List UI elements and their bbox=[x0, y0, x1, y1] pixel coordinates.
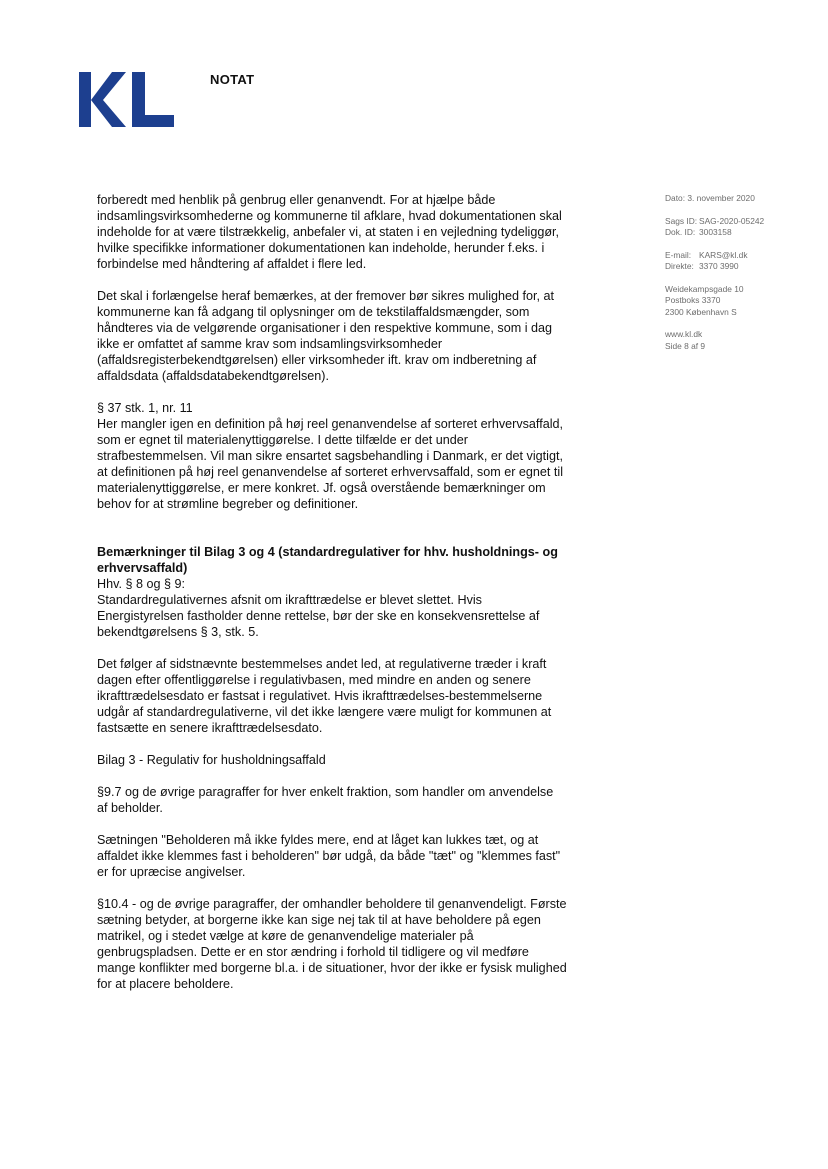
meta-address-line-3: 2300 København S bbox=[665, 306, 737, 317]
paragraph-6: Bilag 3 - Regulativ for husholdningsaffald bbox=[97, 753, 326, 767]
meta-case-label: Sags ID: bbox=[665, 215, 698, 226]
paragraph-9: §10.4 - og de øvrige paragraffer, der omhandler beholdere til genanvendeligt. Første sætning betyder, at borgerne ikke kan sige nej tak til at have beholdere på egen matrikel, og i stedet vælge at køre de genanvendelige materialer på genbrugspladsen. Dette er en stor ændring i forhold til tidligere og vil medføre mange konflikter med borgerne bl.a. i de situationer, hvor der ikke er fysisk mulighed for at placere beholdere. bbox=[97, 897, 567, 991]
meta-doc-row bbox=[665, 227, 815, 239]
meta-date-value: 3. november 2020 bbox=[687, 193, 755, 203]
paragraph-3-heading: § 37 stk. 1, nr. 11 bbox=[97, 401, 193, 415]
section-heading: Bemærkninger til Bilag 3 og 4 (standardregulativer for hhv. husholdnings- og erhvervsaffald) bbox=[97, 545, 558, 575]
paragraph-7: §9.7 og de øvrige paragraffer for hver enkelt fraktion, som handler om anvendelse af beholder. bbox=[97, 785, 554, 815]
paragraph-5: Det følger af sidstnævnte bestemmelses andet led, at regulativerne træder i kraft dagen efter offentliggørelse i regulativbasen, med mindre en anden og senere ikrafttrædelsesdato er fastsat i regulativet. Hvis ikrafttrædelses-bestemmelserne udgår af standardregulativerne, vil det ikke længere være muligt for kommunen at fastsætte en senere ikrafttrædelsesdato. bbox=[97, 657, 552, 735]
meta-address-line-1: Weidekampsgade 10 bbox=[665, 283, 744, 294]
meta-email-row bbox=[665, 250, 815, 262]
meta-address-line-2: Postboks 3370 bbox=[665, 295, 721, 305]
meta-case-value: SAG-2020-05242 bbox=[699, 215, 765, 226]
paragraph-1: forberedt med henblik på genbrug eller genanvendt. For at hjælpe både indsamlingsvirksomhederne og kommunerne til afklare, hvad dokumentationen skal indeholde for at være tilstrækkelig, anbefaler vi, at staten i en vejledning tydeliggør, hvilke specifikke informationer dokumentationen kan indeholde, herunder f.eks. i forbindelse med håndtering af affaldet i flere led. bbox=[97, 193, 562, 271]
metadata-panel bbox=[665, 193, 815, 363]
document-body bbox=[97, 192, 567, 1008]
paragraph-4-heading: Hhv. § 8 og § 9: bbox=[97, 577, 185, 591]
paragraph-8: Sætningen "Beholderen må ikke fyldes mere, end at låget kan lukkes tæt, og at affaldet ikke klemmes fast i beholderen" bør udgå, da både "tæt" og "klemmes fast" er for upræcise angivelser. bbox=[97, 833, 561, 879]
meta-direct-row bbox=[665, 261, 815, 273]
paragraph-3: Her mangler igen en definition på høj reel genanvendelse af sorteret erhvervsaffald, som er egnet til materialenyttiggørelse. I dette tilfælde er det under strafbestemmelsen. Vil man sikre ensartet sagsbehandling i Danmark, er det vigtigt, at definitionen på høj reel genanvendelse af sorteret erhvervsaffald, som er egnet til materialenyttiggørelse, er mere konkret. Jf. også overstående bemærkninger om behov for at strømline begreber og definitioner. bbox=[97, 417, 564, 511]
paragraph-4: Standardregulativernes afsnit om ikrafttrædelse er blevet slettet. Hvis Energistyrelsen fastholder denne rettelse, bør der ske en konsekvensrettelse af bekendtgørelsens § 3, stk. 5. bbox=[97, 593, 540, 639]
kl-logo bbox=[79, 70, 175, 130]
meta-case-row bbox=[665, 216, 815, 228]
doc-type-title: NOTAT bbox=[210, 72, 255, 87]
kl-logo-mark bbox=[79, 70, 175, 130]
meta-date-row bbox=[665, 193, 815, 205]
meta-website[interactable]: www.kl.dk bbox=[665, 329, 703, 339]
meta-date-label: Dato: bbox=[665, 193, 686, 203]
meta-doc-label: Dok. ID: bbox=[665, 227, 696, 237]
meta-email-value[interactable]: KARS@kl.dk bbox=[699, 249, 748, 260]
paragraph-2: Det skal i forlængelse heraf bemærkes, at der fremover bør sikres mulighed for, at kommunerne kan få adgang til oplysninger om de tekstilaffaldsmængder, som håndteres via de velgørende organisationer i den respektive kommune, som i dag ikke er omfattet af samme krav som indsamlingsvirksomheder (affaldsregisterbekendtgørelsen) eller virksomheder ift. krav om indberetning af affaldsdata (affaldsdatabekendtgørelsen). bbox=[97, 289, 555, 383]
section-spacer bbox=[97, 528, 567, 544]
meta-email-label: E-mail: bbox=[665, 249, 692, 260]
meta-direct-label: Direkte: bbox=[665, 261, 694, 271]
meta-direct-value: 3370 3990 bbox=[699, 261, 739, 271]
meta-doc-value: 3003158 bbox=[699, 227, 732, 237]
meta-page-number: Side 8 af 9 bbox=[665, 340, 706, 351]
